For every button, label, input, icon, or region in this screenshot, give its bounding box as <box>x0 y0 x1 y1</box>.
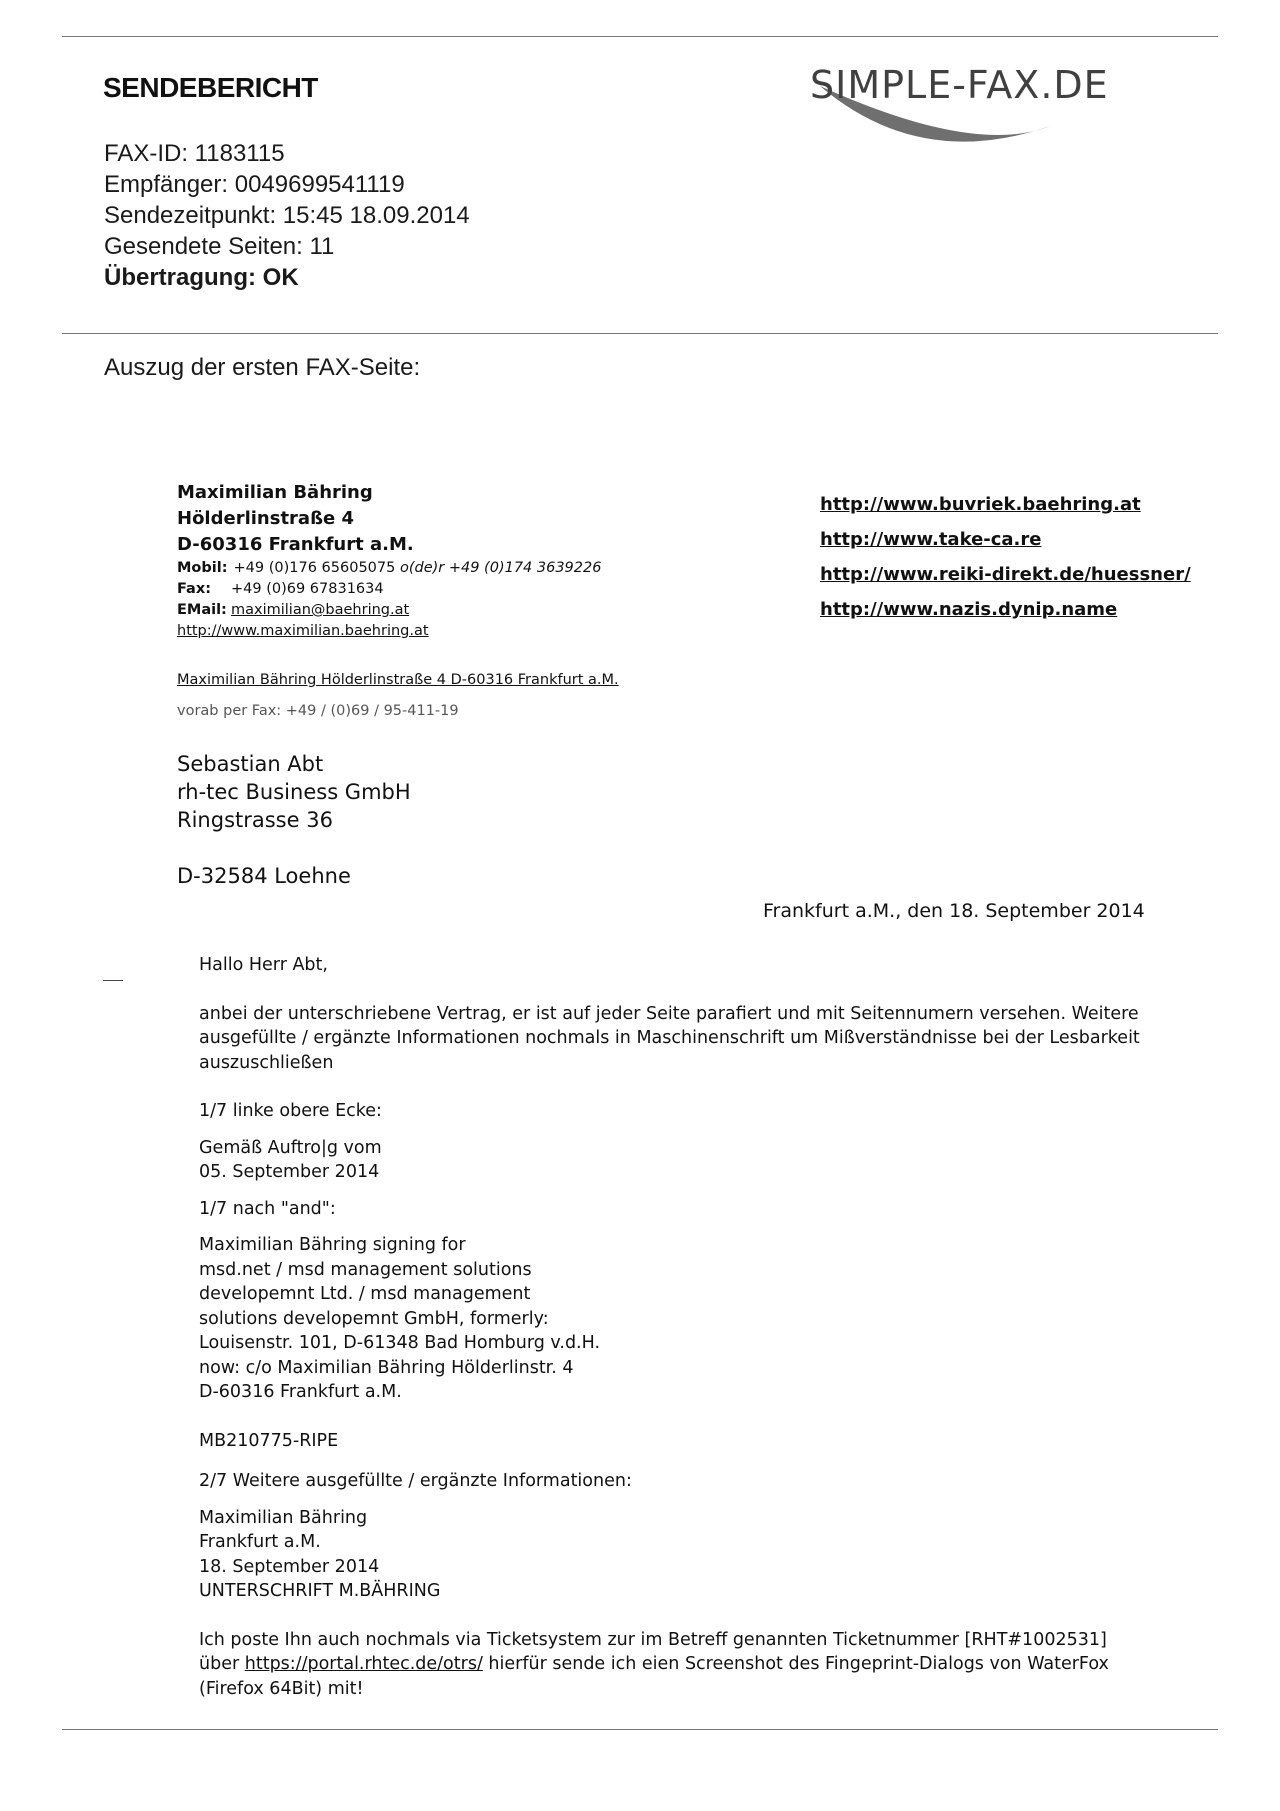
greeting: Hallo Herr Abt, <box>199 955 328 975</box>
logo-text: SIMPLE-FAX.DE <box>810 63 1109 107</box>
vorab-fax: vorab per Fax: +49 / (0)69 / 95-411-19 <box>177 703 459 719</box>
section-line: msd.net / msd management solutions <box>199 1259 532 1280</box>
top-divider <box>62 36 1218 37</box>
sender-city: D-60316 Frankfurt a.M. <box>177 534 414 555</box>
section-heading: 1/7 nach "and": <box>199 1198 336 1219</box>
recipient-address <box>177 750 411 890</box>
closing-line <box>199 1652 1159 1677</box>
excerpt-label: Auszug der ersten FAX-Seite: <box>104 354 421 381</box>
return-address: Maximilian Bähring Hölderlinstraße 4 D-60316 Frankfurt a.M. <box>177 672 619 688</box>
section-line: D-60316 Frankfurt a.M. <box>199 1382 402 1402</box>
closing-pre: über <box>199 1654 240 1674</box>
section-line: 18. September 2014 <box>199 1556 380 1577</box>
sender-website-link[interactable]: http://www.maximilian.baehring.at <box>177 623 429 639</box>
sender-street: Hölderlinstraße 4 <box>177 508 355 529</box>
section-line: 05. September 2014 <box>199 1162 380 1182</box>
section-line: now: c/o Maximilian Bähring Hölderlinstr. 4 <box>199 1357 574 1378</box>
section-line: Gemäß Auftro|g vom <box>199 1137 382 1158</box>
fold-mark <box>103 980 123 981</box>
signature-line: UNTERSCHRIFT M.BÄHRING <box>199 1581 441 1601</box>
closing-line: (Firefox 64Bit) mit! <box>199 1678 364 1699</box>
link-item[interactable]: http://www.buvriek.baehring.at <box>820 494 1141 515</box>
report-title: SENDEBERICHT <box>103 72 318 103</box>
link-item[interactable]: http://www.nazis.dynip.name <box>820 599 1118 620</box>
section-heading: 2/7 Weitere ausgefüllte / ergänzte Informationen: <box>199 1471 632 1491</box>
mobil-label: Mobil: <box>177 560 228 576</box>
letter-body <box>199 953 1159 1701</box>
sender-block <box>177 480 601 642</box>
report-meta <box>104 138 470 293</box>
recipient-city: D-32584 Loehne <box>177 864 351 888</box>
section-heading: 1/7 linke obere Ecke: <box>199 1101 382 1121</box>
section-line: Maximilian Bähring signing for <box>199 1235 466 1255</box>
recipient-name: Sebastian Abt <box>177 752 324 776</box>
sender-fax <box>177 579 601 600</box>
simple-fax-logo <box>800 56 1200 156</box>
sender-email <box>177 600 601 621</box>
sender-name: Maximilian Bähring <box>177 482 373 503</box>
intro-line: auszuschließen <box>199 1052 334 1073</box>
sender-mobil <box>177 558 601 579</box>
send-time: Sendezeitpunkt: 15:45 18.09.2014 <box>104 202 470 229</box>
fax-label: Fax: <box>177 581 211 597</box>
link-item[interactable]: http://www.reiki-direkt.de/huessner/ <box>820 564 1191 585</box>
email-link[interactable]: maximilian@baehring.at <box>231 602 410 618</box>
bottom-divider <box>62 1729 1218 1730</box>
intro-line: ausgefüllte / ergänzte Informationen nochmals in Maschinenschrift um Mißverständnisse bei der Lesbarkeit <box>199 1028 1140 1048</box>
recipient-street: Ringstrasse 36 <box>177 808 333 832</box>
fax-value: +49 (0)69 67831634 <box>231 581 384 597</box>
link-list <box>820 487 1191 627</box>
intro-line: anbei der unterschriebene Vertrag, er ist auf jeder Seite parafiert und mit Seitennumern versehen. Weitere <box>199 1003 1139 1024</box>
mobil-alt: o(de)r +49 (0)174 3639226 <box>399 560 602 576</box>
letter-date: Frankfurt a.M., den 18. September 2014 <box>763 900 1145 922</box>
link-item[interactable]: http://www.take-ca.re <box>820 529 1042 550</box>
section-line: Louisenstr. 101, D-61348 Bad Homburg v.d.H. <box>199 1333 601 1353</box>
closing-post: hierfür sende ich eien Screenshot des Fingeprint-Dialogs von WaterFox <box>488 1654 1109 1674</box>
ripe-handle: MB210775-RIPE <box>199 1430 339 1451</box>
section-line: developemnt Ltd. / msd management <box>199 1284 531 1304</box>
transmission-status: Übertragung: OK <box>104 264 299 291</box>
email-label: EMail: <box>177 602 227 618</box>
recipient-number: Empfänger: 0049699541119 <box>104 171 405 198</box>
section-line: Frankfurt a.M. <box>199 1532 321 1552</box>
recipient-company: rh-tec Business GmbH <box>177 780 411 804</box>
mobil-value: +49 (0)176 65605075 <box>233 560 396 576</box>
closing-line: Ich poste Ihn auch nochmals via Ticketsystem zur im Betreff genannten Ticketnummer [RHT#1002531] <box>199 1629 1107 1650</box>
header-divider <box>62 333 1218 334</box>
pages-sent: Gesendete Seiten: 11 <box>104 233 335 260</box>
section-line: solutions developemnt GmbH, formerly: <box>199 1308 549 1329</box>
otrs-link[interactable]: https://portal.rhtec.de/otrs/ <box>244 1654 483 1674</box>
fax-id: FAX-ID: 1183115 <box>104 140 285 167</box>
section-line: Maximilian Bähring <box>199 1507 368 1528</box>
